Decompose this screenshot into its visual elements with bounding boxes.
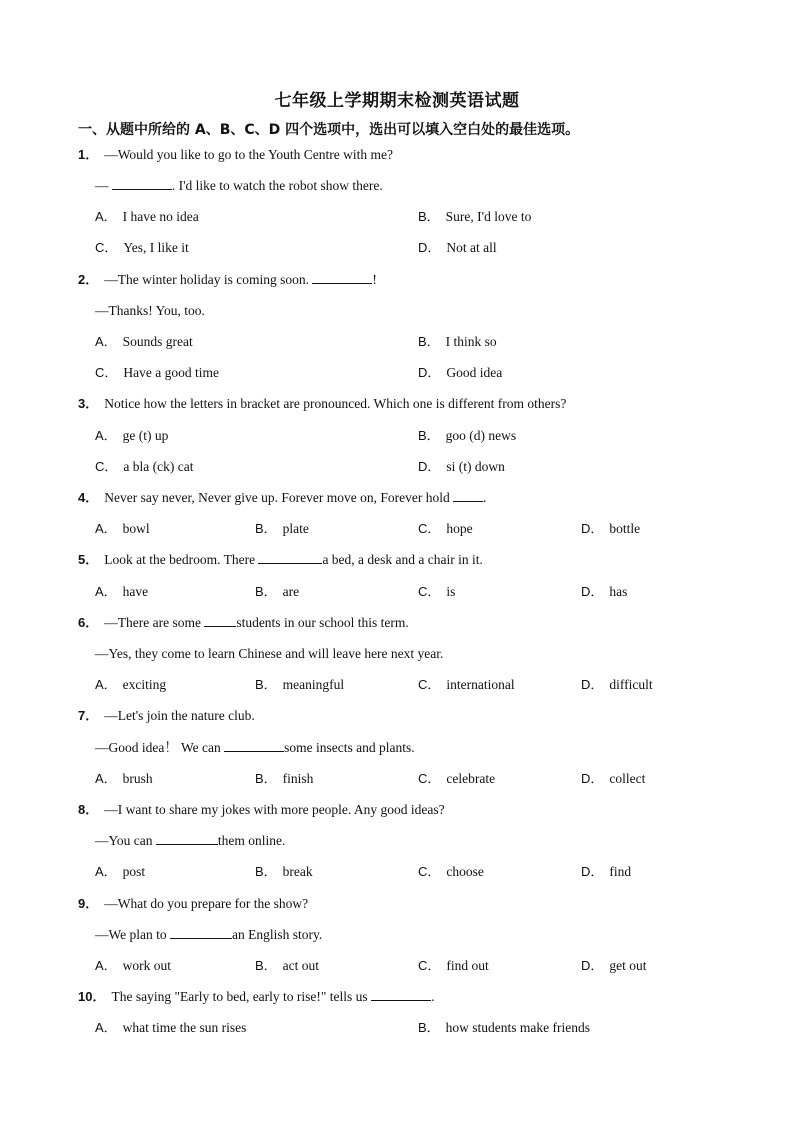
answer-blank	[258, 551, 322, 564]
option-d[interactable]: D． difficult	[581, 677, 653, 692]
option-b[interactable]: B． plate	[255, 521, 309, 536]
answer-blank	[224, 739, 284, 752]
question-number: 4．	[78, 490, 99, 505]
option-a[interactable]: A． bowl	[95, 521, 150, 536]
option-d[interactable]: D． collect	[581, 771, 646, 786]
question-9-stem: 9． —What do you prepare for the show?	[78, 896, 309, 911]
option-d[interactable]: D． bottle	[581, 521, 641, 536]
option-a[interactable]: A． what time the sun rises	[95, 1020, 247, 1035]
answer-blank	[371, 988, 431, 1001]
question-2-reply: —Thanks! You, too.	[95, 303, 205, 318]
question-number: 7．	[78, 708, 99, 723]
question-10-stem: 10． The saying "Early to bed, early to rise!" tells us .	[78, 989, 435, 1004]
question-3-stem: 3． Notice how the letters in bracket are pronounced. Which one is different from others?	[78, 396, 567, 411]
option-b[interactable]: B． finish	[255, 771, 314, 786]
option-b[interactable]: B． I think so	[418, 334, 497, 349]
option-d[interactable]: D． has	[581, 584, 628, 599]
question-1-reply: — . I'd like to watch the robot show there.	[95, 178, 383, 193]
question-9-reply: —We plan to an English story.	[95, 927, 323, 942]
question-6-stem: 6． —There are some students in our school this term.	[78, 615, 409, 630]
option-a[interactable]: A． Sounds great	[95, 334, 193, 349]
option-a[interactable]: A． post	[95, 864, 146, 879]
question-8-stem: 8． —I want to share my jokes with more people. Any good ideas?	[78, 802, 445, 817]
option-c[interactable]: C． a bla (ck) cat	[95, 459, 194, 474]
answer-blank	[453, 489, 483, 502]
option-c[interactable]: C． international	[418, 677, 515, 692]
option-c[interactable]: C． find out	[418, 958, 489, 973]
option-d[interactable]: D． get out	[581, 958, 647, 973]
option-b[interactable]: B． act out	[255, 958, 320, 973]
option-d[interactable]: D． find	[581, 864, 632, 879]
option-d[interactable]: D． Not at all	[418, 240, 497, 255]
option-d[interactable]: D． si (t) down	[418, 459, 505, 474]
option-c[interactable]: C． choose	[418, 864, 484, 879]
question-number: 5．	[78, 552, 99, 567]
question-number: 1．	[78, 147, 99, 162]
answer-blank	[112, 177, 172, 190]
option-a[interactable]: A． I have no idea	[95, 209, 199, 224]
question-4-stem: 4． Never say never, Never give up. Forever move on, Forever hold .	[78, 490, 487, 505]
option-b[interactable]: B． break	[255, 864, 313, 879]
option-b[interactable]: B． how students make friends	[418, 1020, 591, 1035]
question-number: 6．	[78, 615, 99, 630]
answer-blank	[156, 832, 218, 845]
option-c[interactable]: C． Have a good time	[95, 365, 219, 380]
question-number: 9．	[78, 896, 99, 911]
option-c[interactable]: C． hope	[418, 521, 473, 536]
option-c[interactable]: C． celebrate	[418, 771, 496, 786]
question-7-reply: —Good idea！ We can some insects and plants.	[95, 740, 415, 755]
option-a[interactable]: A． ge (t) up	[95, 428, 169, 443]
option-c[interactable]: C． Yes, I like it	[95, 240, 189, 255]
question-number: 10．	[78, 989, 106, 1004]
option-b[interactable]: B． goo (d) news	[418, 428, 517, 443]
option-a[interactable]: A． brush	[95, 771, 153, 786]
answer-blank	[312, 271, 372, 284]
question-number: 3．	[78, 396, 99, 411]
answer-blank	[170, 926, 232, 939]
option-a[interactable]: A． work out	[95, 958, 172, 973]
question-7-stem: 7． —Let's join the nature club.	[78, 708, 255, 723]
option-a[interactable]: A． have	[95, 584, 149, 599]
section-heading: 一、从题中所给的 A、B、C、D 四个选项中，选出可以填入空白处的最佳选项。	[78, 122, 580, 138]
option-a[interactable]: A． exciting	[95, 677, 167, 692]
question-number: 8．	[78, 802, 99, 817]
question-5-stem: 5． Look at the bedroom. There a bed, a desk and a chair in it.	[78, 552, 483, 567]
option-b[interactable]: B． are	[255, 584, 300, 599]
question-6-reply: —Yes, they come to learn Chinese and will leave here next year.	[95, 646, 444, 661]
option-b[interactable]: B． Sure, I'd love to	[418, 209, 532, 224]
option-b[interactable]: B． meaningful	[255, 677, 345, 692]
question-2-stem: 2． —The winter holiday is coming soon. !	[78, 272, 377, 287]
page-title: 七年级上学期期末检测英语试题	[274, 91, 520, 111]
question-8-reply: —You can them online.	[95, 833, 286, 848]
option-d[interactable]: D． Good idea	[418, 365, 503, 380]
question-number: 2．	[78, 272, 99, 287]
option-c[interactable]: C． is	[418, 584, 456, 599]
question-1-stem: 1． —Would you like to go to the Youth Centre with me?	[78, 147, 394, 162]
answer-blank	[204, 614, 236, 627]
